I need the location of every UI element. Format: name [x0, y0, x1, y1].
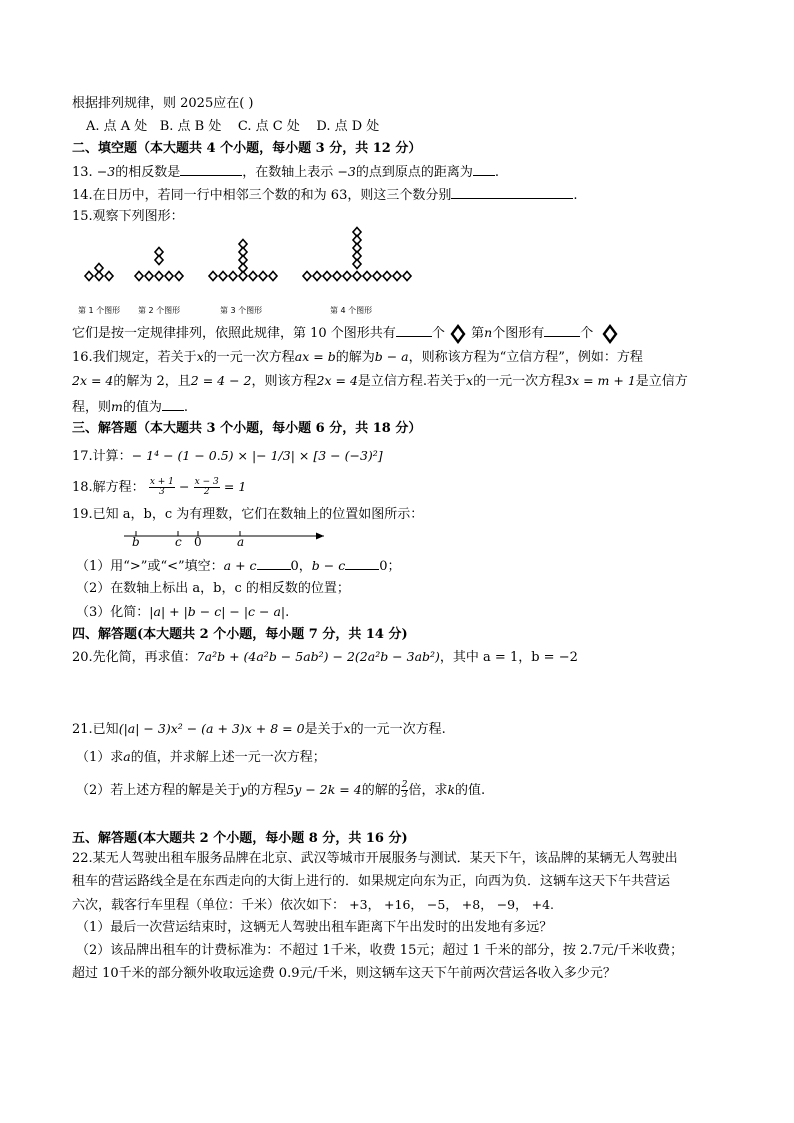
- diamond-icon: [449, 325, 467, 343]
- q19-p3-text: （3）化简：: [76, 605, 150, 620]
- q16-c3: .: [183, 400, 189, 415]
- q16-eq1: ax = b: [294, 349, 336, 364]
- q18-rhs: = 1: [223, 479, 247, 494]
- q16-m: m: [111, 399, 123, 414]
- label-0: 0: [194, 535, 202, 549]
- q21-p1b: 的值，并求解上述一元一次方程；: [130, 750, 326, 765]
- q16-text1: 16.我们规定，若关于: [72, 350, 197, 365]
- q16-c1: 程，则: [72, 400, 112, 415]
- q16-text4: ，则称该方程为“立信方程”，例如：方程: [408, 350, 643, 365]
- q21-p2a: （2）若上述方程的解是关于: [76, 783, 241, 798]
- q20-expression: 7a²b + (4a²b − 5ab²) − 2(2a²b − 3ab²): [196, 649, 440, 664]
- q22-values: +3， +16， −5， +8， −9， +4.: [349, 897, 555, 912]
- q22-line-2: 租车的营运路线全是在东西走向的大街上进行的．如果规定向东为正，向西为负．这辆车这天下午共营运: [72, 874, 671, 889]
- q20-label: 20.先化简，再求值：: [72, 650, 197, 665]
- q19-p1-expr2: b − c: [311, 558, 346, 573]
- q15-text2: 个: [431, 326, 445, 341]
- figure-4-caption: 第 4 个图形: [330, 306, 373, 315]
- q14-blank[interactable]: [451, 185, 573, 199]
- q16-b4: 的一元一次方程: [473, 374, 565, 389]
- q18-frac1: [149, 478, 175, 497]
- q16-beq: 2x = 4: [72, 373, 114, 388]
- q21-stem: [72, 720, 446, 739]
- q18-n1: x + 1: [149, 477, 174, 487]
- q16-x: x: [196, 349, 204, 364]
- q16-b5: 是立信方: [635, 374, 688, 389]
- q21-p2b: 的方程: [247, 783, 287, 798]
- figure-2-caption: 第 2 个图形: [138, 306, 181, 315]
- q18-label: 18.解方程：: [72, 480, 145, 495]
- figure-3-caption: 第 3 个图形: [220, 306, 263, 315]
- q19-blank-1[interactable]: [257, 556, 291, 570]
- q21-t1: 是关于: [304, 722, 344, 737]
- q21-part-1: [76, 748, 326, 767]
- q21-y: y: [240, 782, 248, 797]
- q21-t2: 的一元一次方程.: [350, 722, 446, 737]
- q18-d1: 3: [159, 487, 165, 497]
- q13-text2: ，在数轴上表示: [242, 165, 334, 180]
- section-2-heading: 二、填空题（本大题共 4 个小题，每小题 3 分，共 12 分）: [72, 141, 422, 156]
- option-a[interactable]: A. 点 A 处: [86, 119, 148, 134]
- q13-text1: 的相反数是: [115, 165, 181, 180]
- q16-b3: 是立信方程.若关于: [357, 374, 467, 389]
- q12-stem: 根据排列规律，则 2025应在( ): [72, 96, 254, 111]
- q19-p1-v1: 0，: [290, 559, 312, 574]
- q16-beq4: 3x = m + 1: [564, 373, 636, 388]
- q16-b2: ，则该方程: [251, 374, 317, 389]
- q12-options: [86, 118, 379, 136]
- q21-p2c: 的解的: [361, 783, 401, 798]
- q22-line-3: [72, 896, 554, 915]
- q21-fn: 2: [401, 780, 408, 790]
- q15-diamond-figures: [0, 220, 794, 340]
- q15-question: [72, 323, 619, 343]
- q18-frac2: [194, 478, 220, 497]
- q14: [72, 185, 578, 205]
- q19-number-line: [124, 524, 384, 554]
- q18: [72, 476, 246, 499]
- option-b[interactable]: B. 点 B 处: [159, 119, 222, 134]
- q15-text3: 第: [471, 326, 485, 341]
- section-3-heading: 三、解答题（本大题共 3 个小题，每小题 6 分，共 18 分）: [72, 421, 422, 436]
- q17: [72, 447, 383, 466]
- label-a: a: [237, 535, 245, 549]
- q16-line-2: [72, 372, 688, 391]
- q22-part-2-cont: 超过 10千米的部分额外收取远途费 0.9元/千米，则这辆车这天下午前两次营运各收入多少元？: [72, 966, 616, 981]
- q15-text5: 个: [580, 326, 594, 341]
- q16-beq3: 2x = 4: [316, 373, 358, 388]
- q13-expr1: −3: [96, 164, 116, 179]
- figure-2: [135, 248, 183, 281]
- q17-expression: − 1⁴ − (1 − 0.5) × |− 1/3| × [3 − (−3)²]: [131, 448, 383, 463]
- q16-eq2: b − a: [374, 349, 409, 364]
- q15-text1: 它们是按一定规律排列，依照此规律，第 10 个图形共有: [72, 326, 396, 341]
- label-c: c: [175, 535, 182, 549]
- q22-l3-text: 六次，载客行车里程（单位：千米）依次如下：: [72, 898, 346, 913]
- q16-blank[interactable]: [162, 397, 184, 411]
- diamond-icon: [601, 325, 619, 343]
- section-5-heading: 五、解答题(本大题共 2 个小题，每小题 8 分，共 16 分): [72, 831, 408, 846]
- q19-stem: 19.已知 a，b，c 为有理数，它们在数轴上的位置如图所示：: [72, 507, 424, 522]
- q13-num: 13.: [72, 165, 93, 180]
- q19-part-3: [76, 603, 289, 622]
- q15-blank-1[interactable]: [396, 323, 432, 337]
- q21-k: k: [447, 782, 456, 797]
- q21-p1a: （1）求: [76, 750, 124, 765]
- q16-line-3: [72, 397, 188, 417]
- q13-end: .: [494, 165, 500, 180]
- q15-n: n: [484, 325, 493, 340]
- q19-p3-end: .: [285, 605, 290, 620]
- q18-n2: x − 3: [194, 477, 219, 487]
- q13: [72, 162, 499, 182]
- q16-b1: 的解为 2，且: [113, 374, 191, 389]
- section-4-heading: 四、解答题(本大题共 2 个小题，每小题 7 分，共 14 分): [72, 627, 408, 642]
- q21-expression: (|a| − 3)x² − (a + 3)x + 8 = 0: [118, 721, 305, 736]
- q21-x: x: [343, 721, 351, 736]
- q14-text: 14.在日历中，若同一行中相邻三个数的和为 63，则这三个数分别: [72, 188, 452, 203]
- q15-intro: 15.观察下列图形：: [72, 209, 184, 224]
- q21-label: 21.已知: [72, 722, 119, 737]
- figure-1-caption: 第 1 个图形: [78, 306, 121, 315]
- figure-4: [303, 228, 411, 281]
- q16-text2: 的一元一次方程: [203, 350, 295, 365]
- q22-part-2: （2）该品牌出租车的计费标准为：不超过 1千米，收费 15元；超过 1 千米的部分，按 2.7元/千米收费；: [76, 943, 684, 958]
- q13-blank-2[interactable]: [473, 162, 495, 176]
- q13-expr2: −3: [337, 164, 356, 179]
- q13-blank-1[interactable]: [180, 162, 242, 176]
- q14-end: .: [573, 188, 578, 203]
- q19-blank-2[interactable]: [345, 556, 379, 570]
- q19-p1-v2: 0；: [379, 559, 401, 574]
- q19-p1-text: （1）用“>”或“<”填空：: [76, 559, 224, 574]
- q21-part-2: [76, 778, 485, 803]
- q18-minus: −: [179, 479, 190, 494]
- q15-text4: 个图形有: [492, 326, 545, 341]
- option-c[interactable]: C. 点 C 处: [237, 119, 300, 134]
- figure-1: [85, 264, 113, 281]
- q19-part-2: （2）在数轴上标出 a，b，c 的相反数的位置；: [76, 581, 350, 596]
- q20-tail: ，其中 a = 1，b = −2: [439, 650, 578, 665]
- q21-p2d: 倍，求: [408, 783, 448, 798]
- q18-d2: 2: [203, 487, 210, 497]
- q22-part-1: （1）最后一次营运结束时，这辆无人驾驶出租车距离下午出发时的出发地有多远？: [76, 920, 553, 935]
- q20: [72, 648, 578, 667]
- q16-beq2: 2 = 4 − 2: [190, 373, 252, 388]
- q16-x2: x: [466, 373, 474, 388]
- q16-text3: 的解为: [335, 350, 375, 365]
- q21-fd: 3: [401, 790, 408, 800]
- q19-p3-expr: |a| + |b − c| − |c − a|: [149, 604, 286, 619]
- q16-c2: 的值为: [122, 400, 162, 415]
- q21-p2f: 的值.: [455, 783, 486, 798]
- option-d[interactable]: D. 点 D 处: [316, 119, 380, 134]
- q21-p2e: 5y − 2k = 4: [286, 782, 362, 797]
- q19-part-1: [76, 556, 401, 576]
- q16-line-1: [72, 348, 643, 367]
- q17-label: 17.计算：: [72, 449, 132, 464]
- figure-3: [209, 240, 277, 281]
- q15-blank-2[interactable]: [544, 323, 580, 337]
- q21-a: a: [123, 749, 131, 764]
- label-b: b: [132, 535, 140, 549]
- q13-text3: 的点到原点的距离为: [355, 165, 473, 180]
- q19-p1-expr1: a + c: [223, 558, 257, 573]
- q22-line-1: 22.某无人驾驶出租车服务品牌在北京、武汉等城市开展服务与测试．某天下午，该品牌的某辆无人驾驶出: [72, 851, 678, 866]
